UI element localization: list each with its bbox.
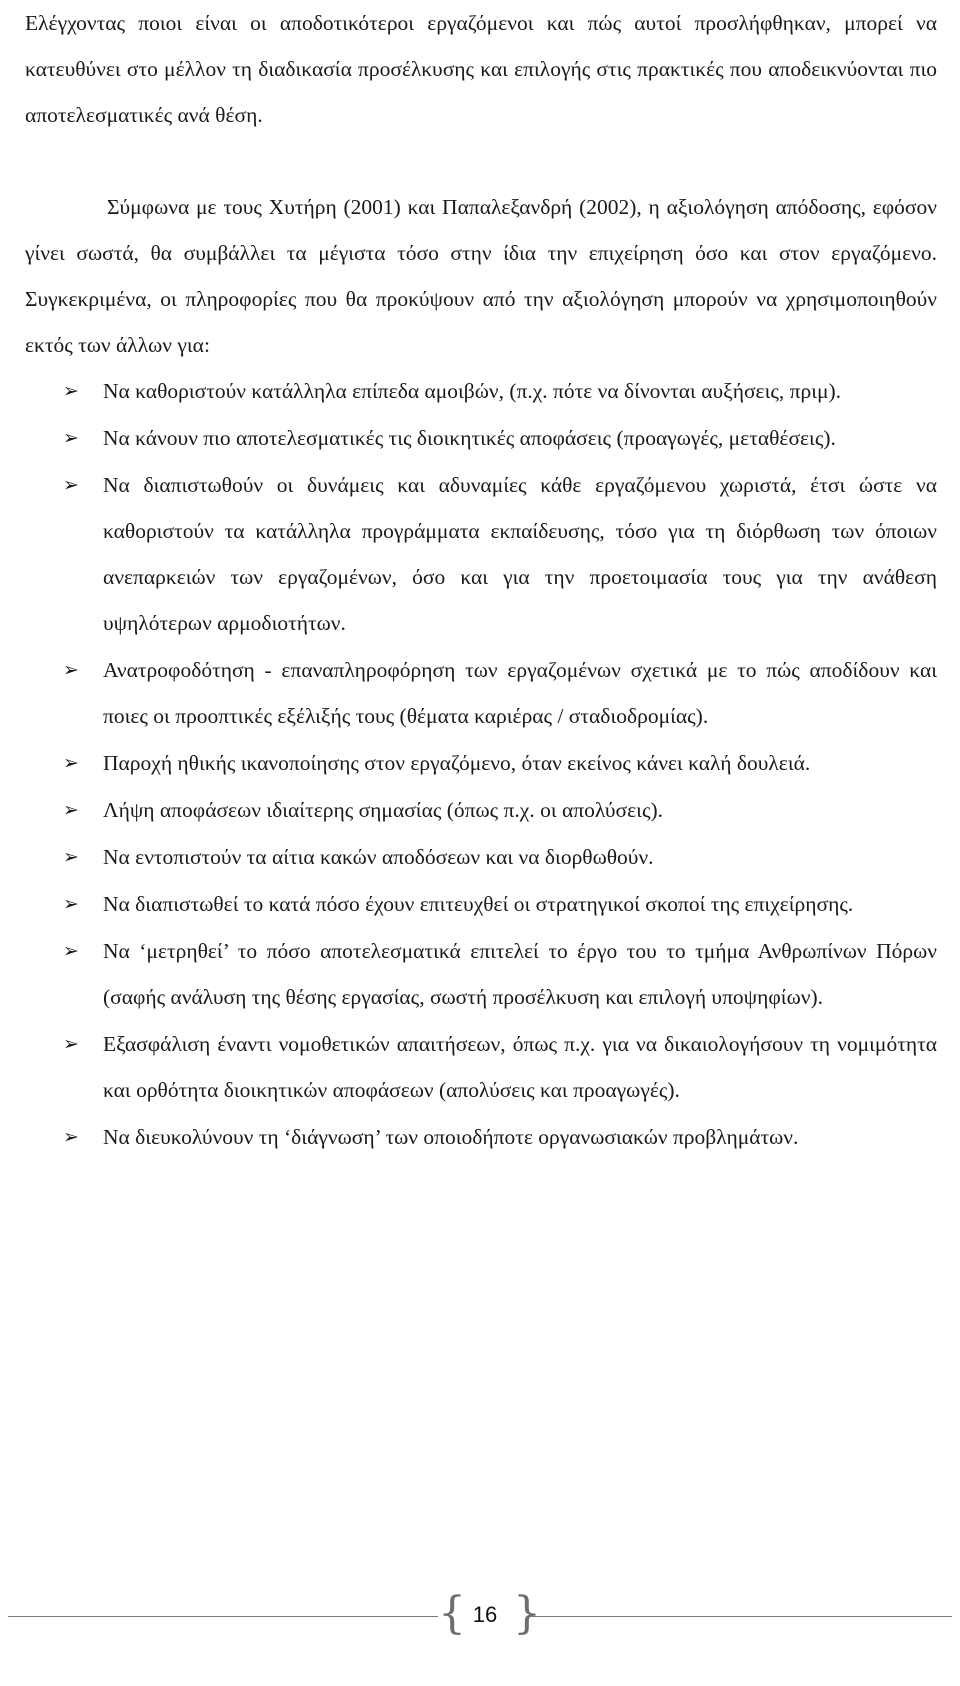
list-item-text: Εξασφάλιση έναντι νομοθετικών απαιτήσεων, όπως π.χ. για να δικαιολογήσουν τη νομιμότητα και ορθότητα διοικητικών αποφάσεων (απολύσεις και προαγωγές). [103,1032,937,1102]
list-item [25,834,937,880]
footer-rule-left [8,1616,438,1617]
arrow-bullet-icon: ➢ [63,427,79,449]
list-item [25,787,937,833]
list-item [25,740,937,786]
second-paragraph: Σύμφωνα με τους Χυτήρη (2001) και Παπαλεξανδρή (2002), η αξιολόγηση απόδοσης, εφόσον γίνει σωστά, θα συμβάλλει τα μέγιστα τόσο στην ίδια την επιχείρηση όσο και στον εργαζόμενο. Συγκεκριμένα, οι πληροφορίες που θα προκύψουν από την αξιολόγηση μπορούν να χρησιμοποιηθούν εκτός των άλλων για: [25,195,937,357]
paragraph-spacer [25,138,937,184]
list-item [25,928,937,1020]
arrow-bullet-icon: ➢ [63,380,79,402]
list-item-text: Να καθοριστούν κατάλληλα επίπεδα αμοιβών, (π.χ. πότε να δίνονται αυξήσεις, πριμ). [103,379,842,403]
list-item [25,1021,937,1113]
list-item [25,1114,937,1160]
list-item-text: Να διευκολύνουν τη ‘διάγνωση’ των οποιοδήποτε οργανωσιακών προβλημάτων. [103,1125,799,1149]
list-item-text: Παροχή ηθικής ικανοποίησης στον εργαζόμενο, όταν εκείνος κάνει καλή δουλειά. [103,751,811,775]
bullet-list [25,368,937,1160]
list-item [25,415,937,461]
list-item [25,881,937,927]
list-item-text: Ανατροφοδότηση - επαναπληροφόρηση των εργαζομένων σχετικά με το πώς αποδίδουν και ποιες οι προοπτικές εξέλιξής τους (θέματα καριέρας / σταδιοδρομίας). [103,658,937,728]
arrow-bullet-icon: ➢ [63,1033,79,1055]
arrow-bullet-icon: ➢ [63,893,79,915]
list-item [25,647,937,739]
arrow-bullet-icon: ➢ [63,799,79,821]
arrow-bullet-icon: ➢ [63,1126,79,1148]
list-item [25,462,937,646]
arrow-bullet-icon: ➢ [63,940,79,962]
list-item-text: Να διαπιστωθεί το κατά πόσο έχουν επιτευχθεί οι στρατηγικοί σκοποί της επιχείρησης. [103,892,854,916]
footer-rule-right [530,1616,952,1617]
list-item [25,368,937,414]
arrow-bullet-icon: ➢ [63,474,79,496]
list-item-text: Να κάνουν πιο αποτελεσματικές τις διοικητικές αποφάσεις (προαγωγές, μεταθέσεις). [103,426,836,450]
arrow-bullet-icon: ➢ [63,846,79,868]
list-item-text: Να διαπιστωθούν οι δυνάμεις και αδυναμίες κάθε εργαζόμενου χωριστά, έτσι ώστε να καθοριστούν τα κατάλληλα προγράμματα εκπαίδευσης, τόσο για τη διόρθωση των όποιων ανεπαρκειών των εργαζομένων, όσο και για την προετοιμασία τους για την ανάθεση υψηλότερων αρμοδιοτήτων. [103,473,937,635]
list-item-text: Να εντοπιστούν τα αίτια κακών αποδόσεων και να διορθωθούν. [103,845,654,869]
page-number: 16 [472,1602,498,1627]
arrow-bullet-icon: ➢ [63,659,79,681]
intro-paragraph: Ελέγχοντας ποιοι είναι οι αποδοτικότεροι εργαζόμενοι και πώς αυτοί προσλήφθηκαν, μπορεί να κατευθύνει στο μέλλον τη διαδικασία προσέλκυσης και επιλογής στις πρακτικές που αποδεικνύονται πιο αποτελεσματικές ανά θέση. [25,11,937,127]
left-brace-icon: { [438,1588,466,1639]
list-item-text: Να ‘μετρηθεί’ το πόσο αποτελεσματικά επιτελεί το έργο του το τμήμα Ανθρωπίνων Πόρων (σαφής ανάλυση της θέσης εργασίας, σωστή προσέλκυση και επιλογή υποψηφίων). [103,939,937,1009]
page-footer [0,1588,960,1642]
document-page [25,0,937,1161]
right-brace-icon: } [513,1588,541,1639]
arrow-bullet-icon: ➢ [63,752,79,774]
list-item-text: Λήψη αποφάσεων ιδιαίτερης σημασίας (όπως π.χ. οι απολύσεις). [103,798,663,822]
